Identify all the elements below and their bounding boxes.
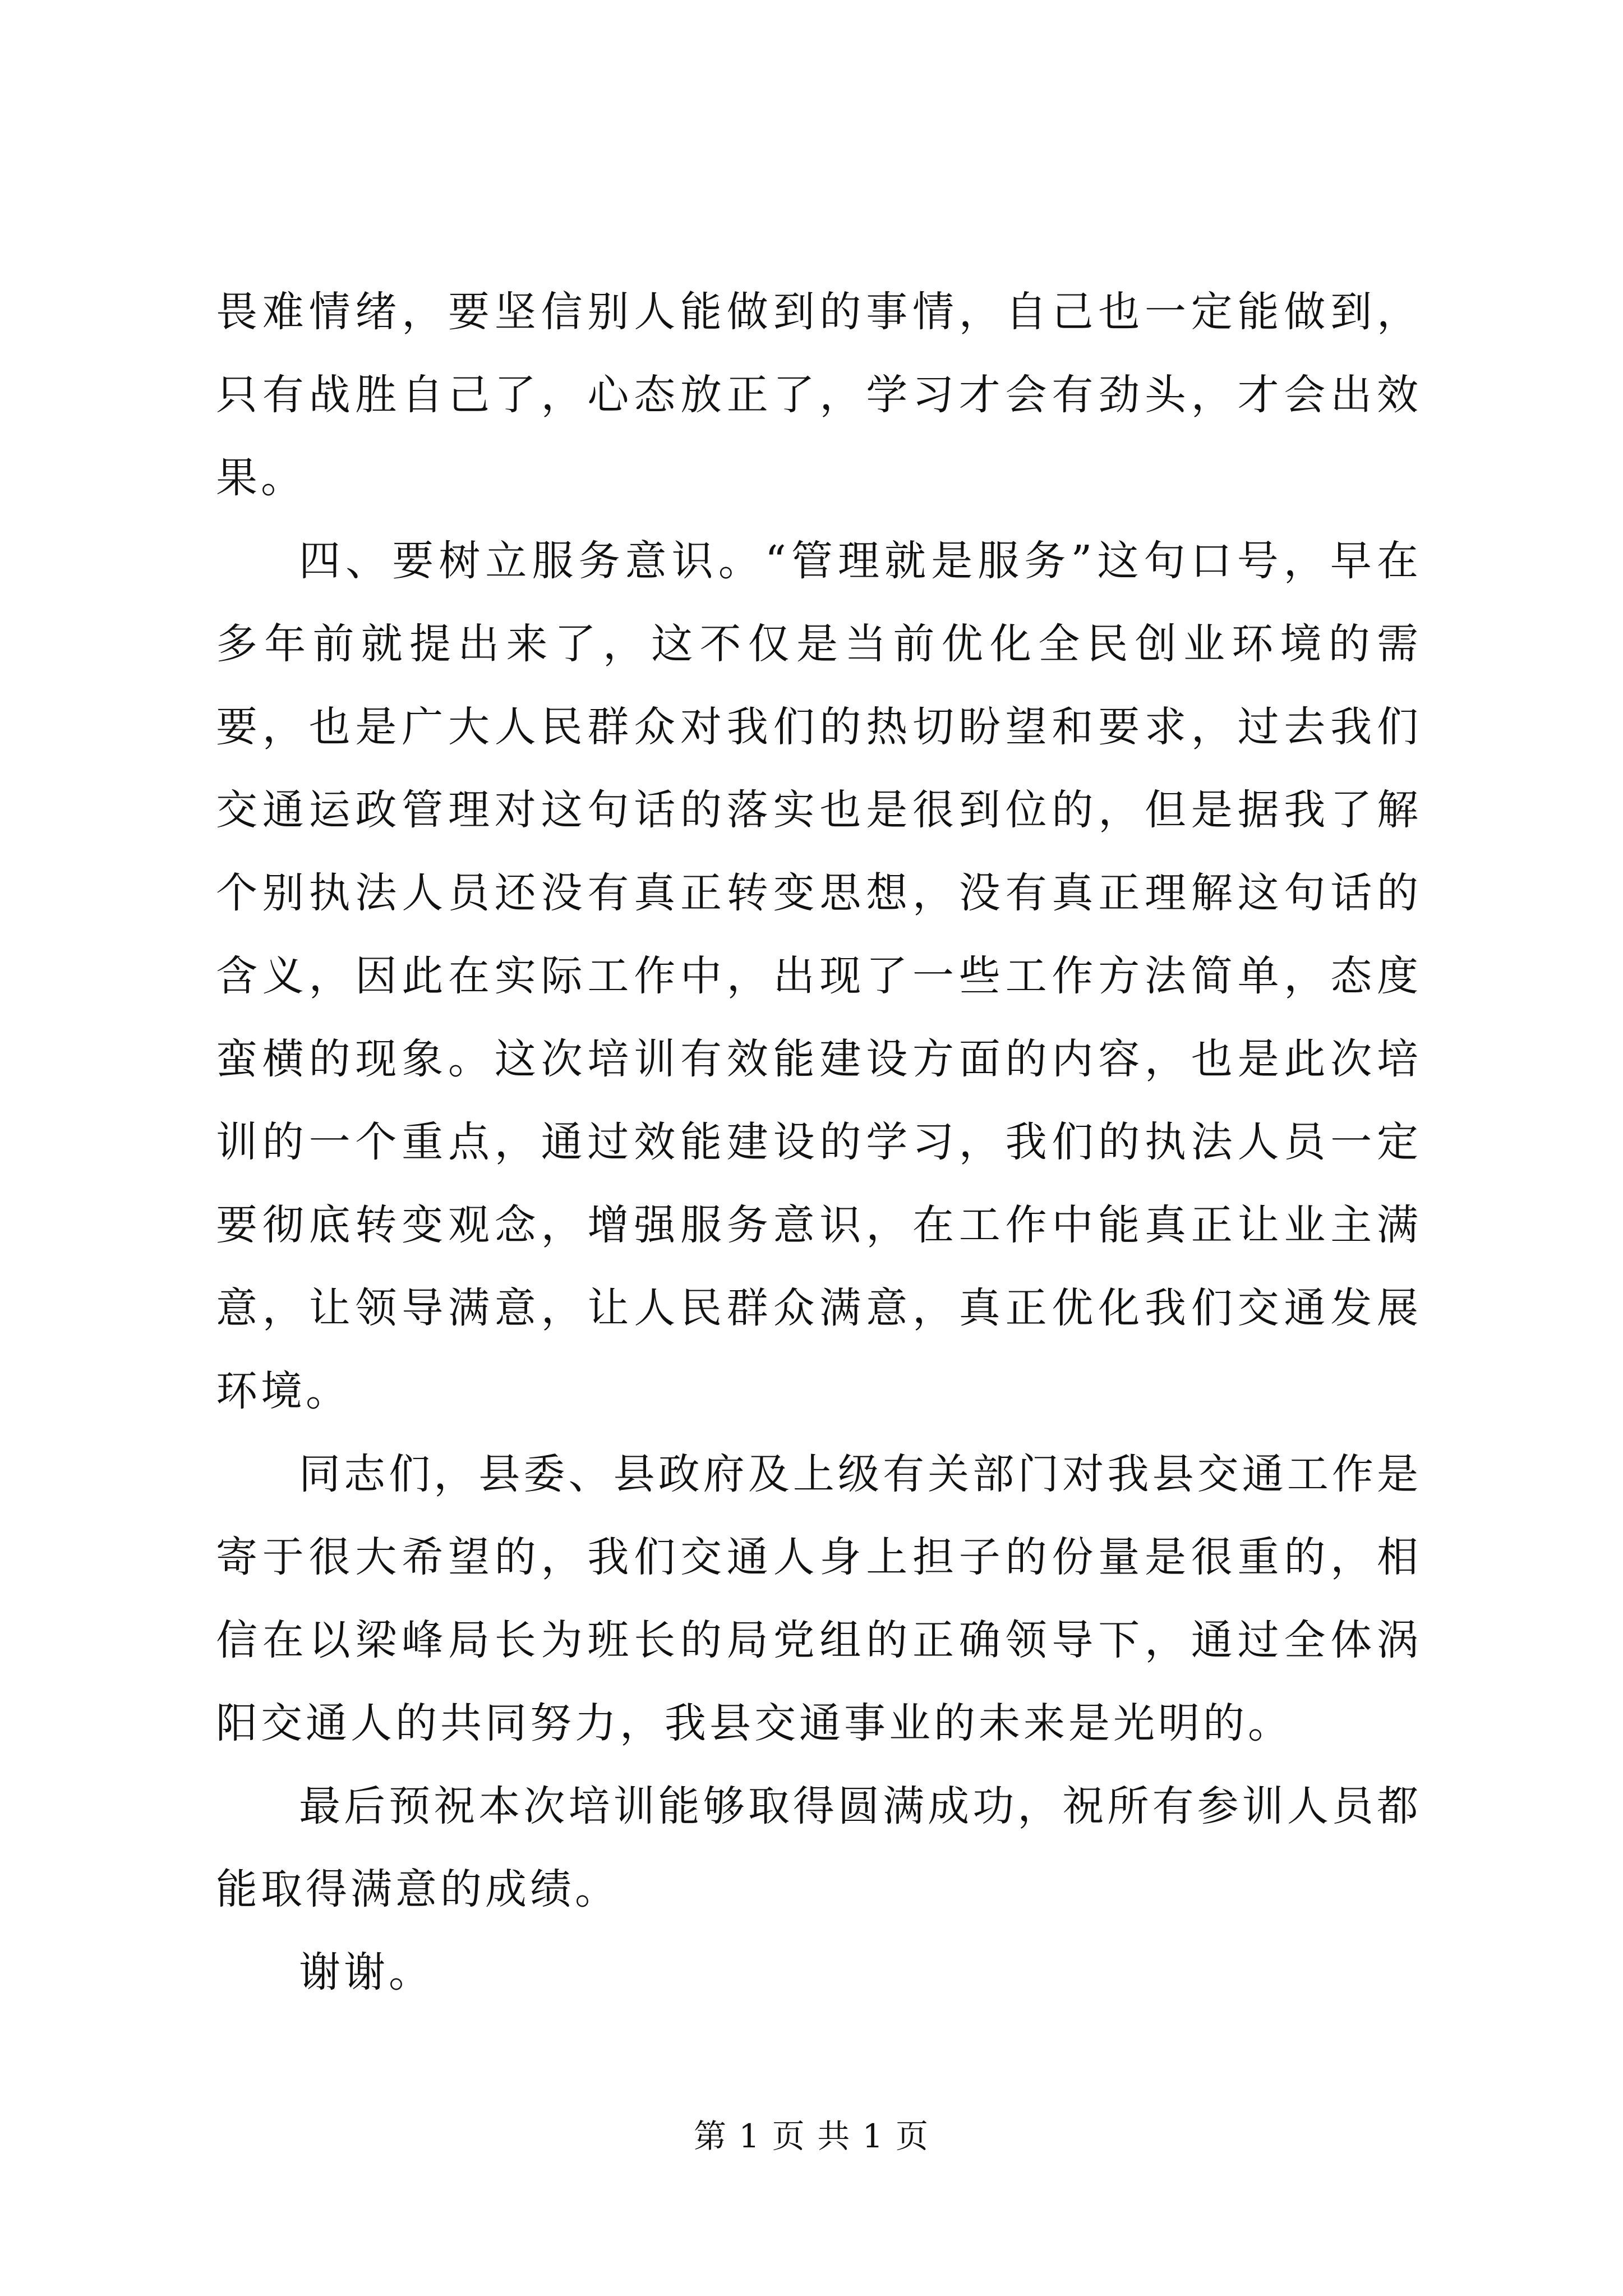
page-footer: 第 1 页 共 1 页 [694,2117,929,2155]
paragraph-continued: 畏难情绪，要坚信别人能做到的事情，自己也一定能做到，只有战胜自己了，心态放正了，学习才会有劲头，才会出效果。 [216,288,1422,502]
paragraph-wishes: 最后预祝本次培训能够取得圆满成功，祝所有参训人员都能取得满意的成绩。 [216,1782,1422,1913]
document-body [216,270,1422,2014]
paragraph-comrades: 同志们，县委、县政府及上级有关部门对我县交通工作是寄于很大希望的，我们交通人身上担子的份量是很重的，相信在以梁峰局长为班长的局党组的正确领导下，通过全体涡阳交通人的共同努力，我县交通事业的未来是光明的。 [216,1450,1422,1747]
paragraph-thanks: 谢谢。 [299,1948,434,1996]
paragraph-service-awareness: 四、要树立服务意识。“管理就是服务”这句口号，早在多年前就提出来了，这不仅是当前优化全民创业环境的需要，也是广大人民群众对我们的热切盼望和要求，过去我们交通运政管理对这句话的落实也是很到位的，但是据我了解个别执法人员还没有真正转变思想，没有真正理解这句话的含义，因此在实际工作中，出现了一些工作方法简单，态度蛮横的现象。这次培训有效能建设方面的内容，也是此次培训的一个重点，通过效能建设的学习，我们的执法人员一定要彻底转变观念，增强服务意识，在工作中能真正让业主满意，让领导满意，让人民群众满意，真正优化我们交通发展环境。 [216,537,1422,1415]
